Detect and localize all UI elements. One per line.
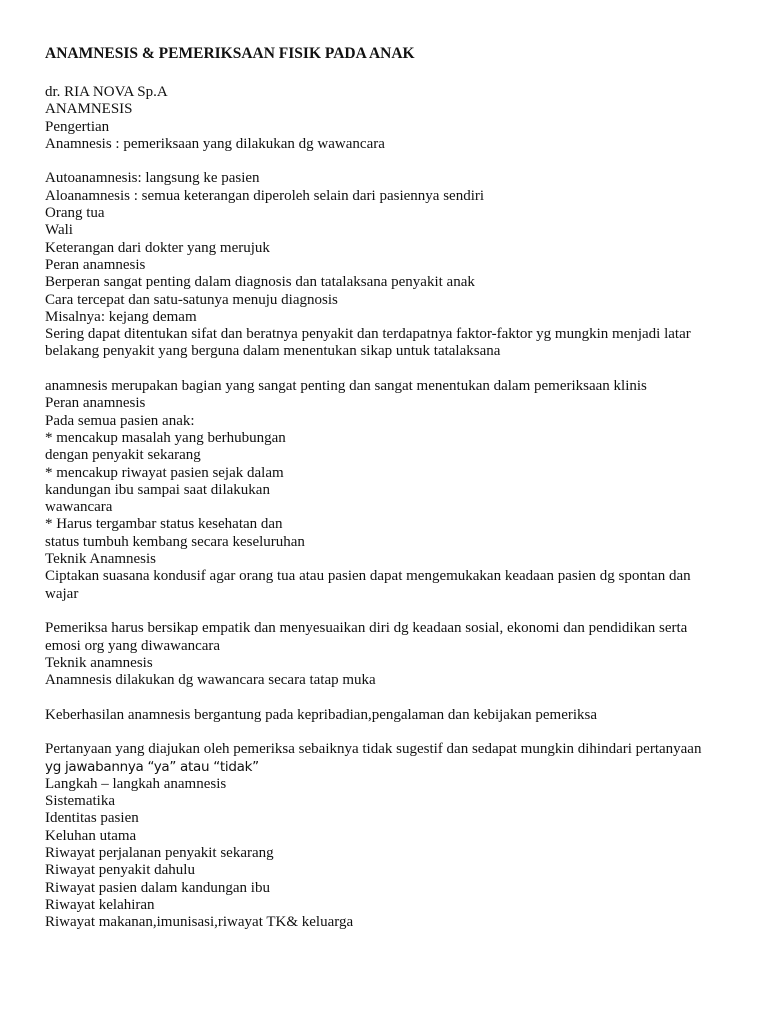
text-line: Riwayat penyakit dahulu (45, 862, 195, 879)
text-line: yg jawabannya “ya” atau “tidak” (45, 758, 259, 775)
text-line: Pengertian (45, 118, 110, 135)
text-line: wawancara (45, 499, 113, 516)
text-line: Identitas pasien (45, 810, 139, 827)
text-line: Pertanyaan yang diajukan oleh pemeriksa sebaiknya tidak sugestif dan sedapat mungkin dihindari pertanyaan (45, 741, 702, 758)
text-line: Riwayat pasien dalam kandungan ibu (45, 879, 270, 896)
text-line: anamnesis merupakan bagian yang sangat penting dan sangat menentukan dalam pemeriksaan klinis (45, 378, 647, 395)
text-line: Teknik Anamnesis (45, 551, 157, 568)
text-line: Cara tercepat dan satu-satunya menuju diagnosis (45, 291, 338, 308)
text-line: Keluhan utama (45, 827, 137, 844)
text-line: Peran anamnesis (45, 256, 146, 273)
text-line: dengan penyakit sekarang (45, 447, 201, 464)
text-line: Berperan sangat penting dalam diagnosis dan tatalaksana penyakit anak (45, 274, 475, 291)
text-line: Autoanamnesis: langsung ke pasien (45, 170, 260, 187)
text-line: Sering dapat ditentukan sifat dan beratnya penyakit dan terdapatnya faktor-faktor yg mungkin menjadi latar (45, 326, 691, 343)
text-line: Pada semua pasien anak: (45, 412, 195, 429)
paragraph-gap (45, 603, 745, 620)
text-line: Peran anamnesis (45, 395, 146, 412)
document-page (45, 44, 745, 932)
text-line: Misalnya: kejang demam (45, 308, 197, 325)
text-line: wajar (45, 585, 79, 602)
paragraph-gap (45, 361, 745, 378)
text-line: * Harus tergambar status kesehatan dan (45, 516, 283, 533)
paragraph-gap (45, 724, 745, 741)
text-line: kandungan ibu sampai saat dilakukan (45, 481, 270, 498)
text-line: belakang penyakit yang berguna dalam menentukan sikap untuk tatalaksana (45, 343, 501, 360)
text-line: Anamnesis dilakukan dg wawancara secara tatap muka (45, 672, 376, 689)
text-line: Riwayat kelahiran (45, 896, 155, 913)
text-line: Pemeriksa harus bersikap empatik dan menyesuaikan diri dg keadaan sosial, ekonomi dan pendidikan serta (45, 620, 688, 637)
text-line: * mencakup masalah yang berhubungan (45, 429, 286, 446)
paragraph-gap (45, 689, 745, 706)
text-line: Ciptakan suasana kondusif agar orang tua atau pasien dapat mengemukakan keadaan pasien dg spontan dan (45, 568, 691, 585)
text-line: Teknik anamnesis (45, 654, 153, 671)
text-line: Wali (45, 222, 73, 239)
text-line: Keberhasilan anamnesis bergantung pada kepribadian,pengalaman dan kebijakan pemeriksa (45, 706, 598, 723)
text-line: status tumbuh kembang secara keseluruhan (45, 533, 305, 550)
text-line: Anamnesis : pemeriksaan yang dilakukan dg wawancara (45, 135, 385, 152)
text-line: Keterangan dari dokter yang merujuk (45, 239, 270, 256)
document-body (45, 84, 745, 932)
text-line: Orang tua (45, 205, 105, 222)
text-line: * mencakup riwayat pasien sejak dalam (45, 464, 284, 481)
text-line: Aloanamnesis : semua keterangan diperoleh selain dari pasiennya sendiri (45, 187, 485, 204)
text-line: ANAMNESIS (45, 101, 133, 118)
text-line: Sistematika (45, 793, 115, 810)
text-line: emosi org yang diwawancara (45, 637, 221, 654)
paragraph-gap (45, 153, 745, 170)
document-title: ANAMNESIS & PEMERIKSAAN FISIK PADA ANAK (45, 45, 415, 62)
text-line: Riwayat perjalanan penyakit sekarang (45, 845, 274, 862)
text-line: Langkah – langkah anamnesis (45, 775, 227, 792)
text-line: Riwayat makanan,imunisasi,riwayat TK& keluarga (45, 914, 354, 931)
text-line: dr. RIA NOVA Sp.A (45, 84, 168, 100)
